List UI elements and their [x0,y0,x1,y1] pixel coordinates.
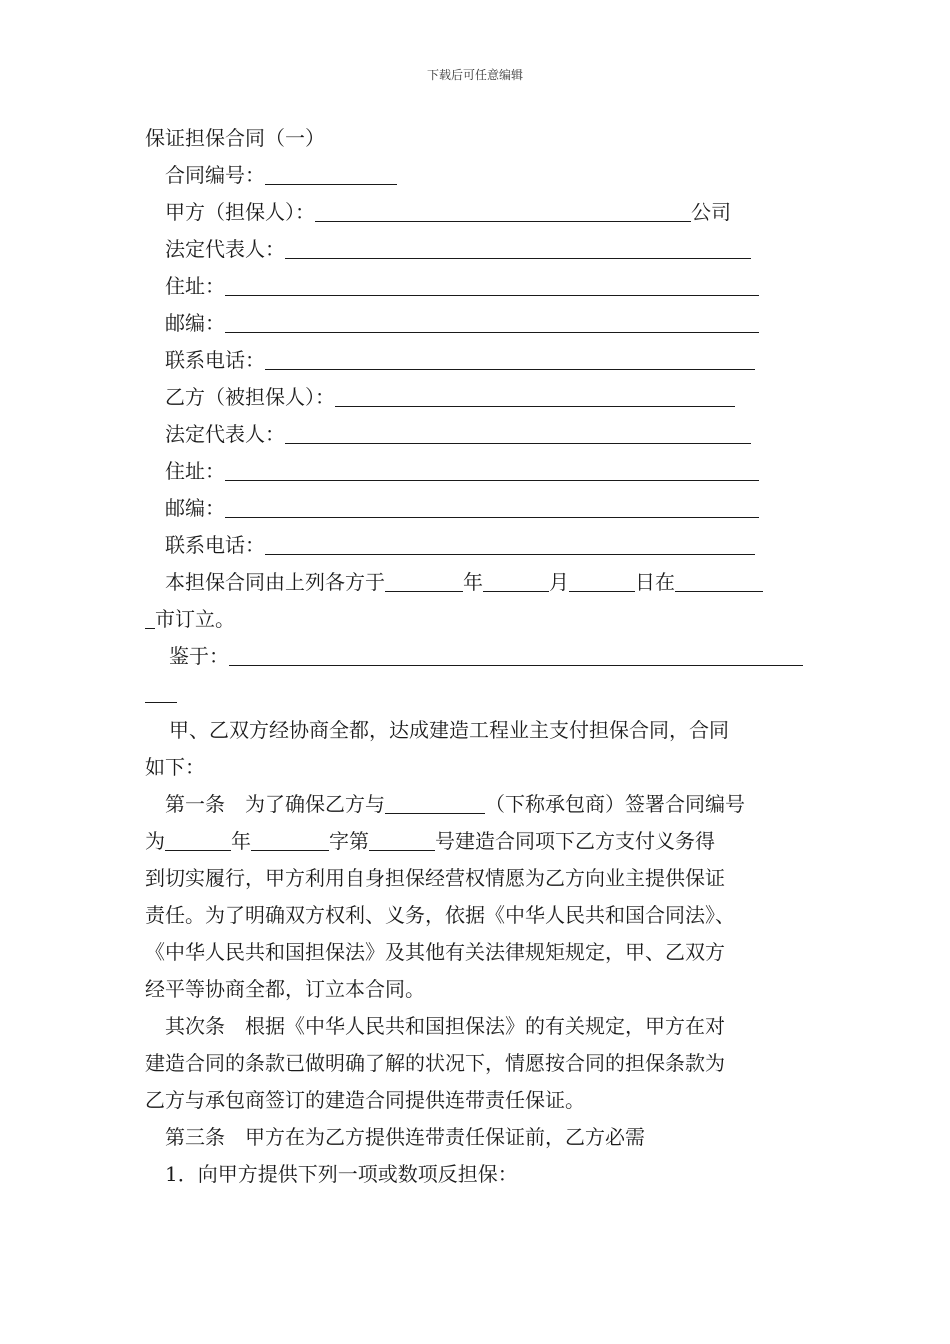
signing-city-blank-cont[interactable] [145,606,155,629]
a-zip-row [145,305,810,342]
intro-line-2: 如下： [145,755,205,779]
article1-line-6: 经平等协商全都，订立本合同。 [145,977,425,1001]
signing-day: 日在 [635,570,675,594]
signing-row-2 [145,601,810,638]
a-addr-label: 住址： [165,274,225,298]
article2-line-2: 建造合同的条款已做明确了解的状况下，情愿按合同的担保条款为 [145,1051,725,1075]
article2-line-3: 乙方与承包商签订的建造合同提供连带责任保证。 [145,1088,585,1112]
b-rep-label: 法定代表人： [165,422,285,446]
contract-no-label: 合同编号： [165,163,265,187]
article1-text-2a: 为 [145,829,165,853]
party-b-row [145,379,810,416]
whereas-blank-cont[interactable] [145,680,177,703]
b-tel-blank[interactable] [265,532,755,555]
article1-year-blank[interactable] [165,828,231,851]
article3-line-1: 第三条 甲方在为乙方提供连带责任保证前，乙方必需 [165,1125,645,1149]
party-a-blank[interactable] [315,199,691,222]
article1-line-2 [145,823,810,860]
a-zip-label: 邮编： [165,311,225,335]
article1-number-blank[interactable] [369,828,435,851]
party-a-label: 甲方（担保人）： [165,200,315,224]
b-zip-label: 邮编： [165,496,225,520]
intro-line-1 [145,712,810,749]
signing-year-blank[interactable] [385,569,463,592]
signing-month-blank[interactable] [483,569,549,592]
a-tel-label: 联系电话： [165,348,265,372]
a-tel-row [145,342,810,379]
a-rep-row [145,231,810,268]
contract-document [145,120,810,1193]
party-a-row [145,194,810,231]
b-addr-row [145,453,810,490]
article1-text-1b: （下称承包商）签署合同编号 [485,792,745,816]
signing-year: 年 [463,570,483,594]
signing-month: 月 [549,570,569,594]
article1-text-2d: 号建造合同项下乙方支付义务得 [435,829,715,853]
article1-text-2c: 字第 [329,829,369,853]
a-zip-blank[interactable] [225,310,759,333]
signing-city-blank[interactable] [675,569,763,592]
whereas-row [145,638,810,675]
whereas-label: 鉴于： [169,644,229,668]
article1-party-blank[interactable] [385,791,485,814]
b-addr-blank[interactable] [225,458,759,481]
signing-prefix: 本担保合同由上列各方于 [165,570,385,594]
b-rep-blank[interactable] [285,421,751,444]
signing-city: 市订立。 [155,607,235,631]
a-addr-blank[interactable] [225,273,759,296]
article2-line-1: 其次条 根据《中华人民共和国担保法》的有关规定，甲方在对 [165,1014,725,1038]
contract-title: 保证担保合同（一） [145,126,325,150]
b-tel-label: 联系电话： [165,533,265,557]
b-rep-row [145,416,810,453]
intro-text-1: 甲、乙双方经协商全都，达成建造工程业主支付担保合同，合同 [169,718,729,742]
a-addr-row [145,268,810,305]
a-rep-label: 法定代表人： [165,237,285,261]
article1-line-3: 到切实履行，甲方利用自身担保经营权情愿为乙方向业主提供保证 [145,866,725,890]
article1-text-2b: 年 [231,829,251,853]
whereas-blank[interactable] [229,643,803,666]
contract-no-row [145,157,810,194]
b-zip-row [145,490,810,527]
article3-line-2: 1．向甲方提供下列一项或数项反担保： [165,1162,518,1186]
article1-line-4: 责任。为了明确双方权利、义务，依据《中华人民共和国合同法》、 [145,903,735,927]
signing-row [145,564,810,601]
party-b-label: 乙方（被担保人）： [165,385,335,409]
article1-word-blank[interactable] [251,828,329,851]
party-b-blank[interactable] [335,384,735,407]
whereas-row-2 [145,675,810,712]
page-header: 下载后可任意编辑 [426,68,523,82]
b-tel-row [145,527,810,564]
a-tel-blank[interactable] [265,347,755,370]
article1-line-1 [145,786,810,823]
article1-text-1a: 第一条 为了确保乙方与 [165,792,385,816]
b-zip-blank[interactable] [225,495,759,518]
b-addr-label: 住址： [165,459,225,483]
contract-no-blank[interactable] [265,162,397,185]
a-rep-blank[interactable] [285,236,751,259]
article1-line-5: 《中华人民共和国担保法》及其他有关法律规矩规定，甲、乙双方 [145,940,725,964]
signing-day-blank[interactable] [569,569,635,592]
party-a-suffix: 公司 [691,200,731,224]
